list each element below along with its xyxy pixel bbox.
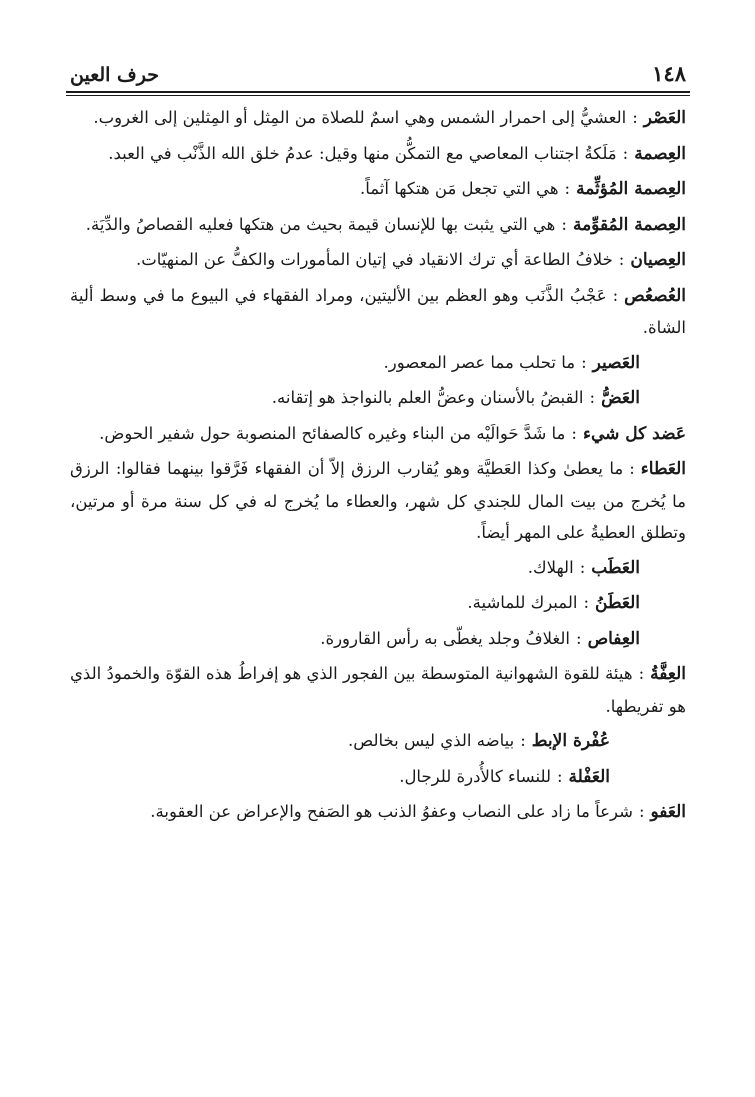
entry-term: العَطَب (591, 557, 640, 578)
entry-term: عَضد كل شيء (582, 423, 686, 444)
entry-term: العَضُّ (601, 388, 640, 408)
entry-term: العَصير (592, 352, 640, 373)
dictionary-entry: العِفاص:الغلافُ وجلد يغطّى به رأس القارورة. (320, 628, 640, 649)
dictionary-entry: العَفْلة:للنساء كالأُدرة للرجال. (399, 766, 610, 787)
dictionary-entries (66, 102, 690, 829)
entry-definition: ما تحلب مما عصر المعصور. (383, 352, 576, 372)
dictionary-entry: العَصير:ما تحلب مما عصر المعصور. (383, 352, 640, 373)
entry-term: العِصمة (634, 143, 686, 164)
entry-definition: هي التي تجعل مَن هتكها آثماً. (359, 179, 559, 198)
document-page (66, 56, 690, 832)
entry-definition: للنساء كالأُدرة للرجال. (399, 766, 551, 786)
dictionary-entry: عَضد كل شيء:ما شَدَّ حَوالَيْه من البناء وغيره كالصفائح المنصوبة حول شفير الحوض. (99, 423, 686, 444)
entry-term: العِصيان (630, 250, 686, 270)
header-rule-thick (66, 91, 690, 93)
entry-definition: العشيُّ إلى احمرار الشمس وهي اسمٌ للصلاة من المِثل أو المِثلين إلى الغروب. (93, 108, 627, 127)
entry-definition: الهلاك. (527, 557, 574, 577)
entry-definition: هي التي يثبت بها للإنسان قيمة بحيث من هتكها فعليه القصاصُ والدِّيَة. (85, 214, 556, 234)
entry-definition: مَلَكةُ اجتناب المعاصي مع التمكُّن منها وقيل: عدمُ خلق الله الذَّنْب في العبد. (108, 143, 617, 163)
entry-term: العَصْر (643, 108, 686, 128)
entry-term: العَطَنُ (595, 593, 640, 613)
dictionary-entry: العِصيان:خلافُ الطاعة أي ترك الانقياد في إتيان المأمورات والكفُّ عن المنهيّات. (135, 250, 686, 270)
entry-definition: بياضه الذي ليس بخالص. (348, 731, 515, 750)
running-title: حرف العين (70, 64, 159, 86)
dictionary-entry: العِفَّةُ:هيئة للقوة الشهوانية المتوسطة بين الفجور الذي هو إفراطُ هذه القوّة والخمودُ الذي هو تفريطها. (70, 664, 686, 716)
entry-term: العَفو (650, 802, 686, 822)
page-number: ١٤٨ (652, 61, 686, 86)
entry-term: العِفاص (587, 628, 640, 649)
dictionary-entry: العَضُّ:القبضُ بالأسنان وعضُّ العلم بالنواجذ هو إتقانه. (271, 388, 640, 408)
entry-definition: الغلافُ وجلد يغطّى به رأس القارورة. (320, 628, 570, 648)
dictionary-entry: العِصمة المُقوِّمة:هي التي يثبت بها للإنسان قيمة بحيث من هتكها فعليه القصاصُ والدِّيَة. (85, 214, 686, 235)
entry-term: العِصمة المُقوِّمة (572, 214, 686, 235)
dictionary-entry: العَصْر:العشيُّ إلى احمرار الشمس وهي اسمٌ للصلاة من المِثل أو المِثلين إلى الغروب. (93, 108, 686, 128)
entry-term: العَطاء (640, 459, 686, 479)
entry-term: العَفْلة (568, 766, 610, 787)
entry-definition: المبرك للماشية. (467, 593, 578, 612)
entry-definition: عَجْبُ الذَّنَب وهو العظم بين الأليتين، ومراد الفقهاء في البيوع ما في وسط ألية الشاة. (70, 285, 686, 337)
dictionary-entry: العَفو:شرعاً ما زاد على النصاب وعفوُ الذنب هو الصَفح والإعراض عن العقوبة. (150, 802, 686, 822)
entry-term: العِفَّةُ (650, 664, 686, 684)
dictionary-entry: العُصعُص:عَجْبُ الذَّنَب وهو العظم بين الأليتين، ومراد الفقهاء في البيوع ما في وسط ألية الشاة. (70, 285, 686, 337)
entry-term: عُفْرة الإبط (531, 731, 610, 751)
entry-definition: ما يعطىٰ وكذا العَطيَّة وهو يُقارب الرزق إلاّ أن الفقهاء فَرَّقوا بينهما فقالوا: الرزق ما يُخرج من بيت المال للجندي كل شهر، والعطاء ما يُخرج له في كل سنة مرة أو مرتين، وتطلق العطيةُ على المهر أيضاً. (70, 459, 686, 542)
entry-definition: ما شَدَّ حَوالَيْه من البناء وغيره كالصفائح المنصوبة حول شفير الحوض. (99, 423, 566, 443)
dictionary-entry: عُفْرة الإبط:بياضه الذي ليس بخالص. (348, 731, 610, 751)
dictionary-entry: العِصمة:مَلَكةُ اجتناب المعاصي مع التمكُّن منها وقيل: عدمُ خلق الله الذَّنْب في العبد. (108, 143, 686, 164)
dictionary-entry: العَطاء:ما يعطىٰ وكذا العَطيَّة وهو يُقارب الرزق إلاّ أن الفقهاء فَرَّقوا بينهما فقالوا: الرزق ما يُخرج من بيت المال للجندي كل شهر، والعطاء ما يُخرج له في كل سنة مرة أو مرتين، وتطلق العطيةُ على المهر أيضاً. (70, 459, 686, 542)
dictionary-entry: العَطَب:الهلاك. (527, 557, 640, 578)
dictionary-entry: العَطَنُ:المبرك للماشية. (467, 593, 640, 613)
entry-definition: هيئة للقوة الشهوانية المتوسطة بين الفجور الذي هو إفراطُ هذه القوّة والخمودُ الذي هو تفريطها. (70, 664, 686, 716)
page-header (66, 56, 690, 86)
dictionary-entry: العِصمة المُؤثِّمة:هي التي تجعل مَن هتكها آثماً. (359, 179, 686, 199)
entry-term: العِصمة المُؤثِّمة (576, 179, 686, 199)
entry-term: العُصعُص (624, 285, 686, 306)
header-rule-thin (66, 95, 690, 96)
entry-definition: خلافُ الطاعة أي ترك الانقياد في إتيان المأمورات والكفُّ عن المنهيّات. (135, 250, 613, 269)
entry-definition: شرعاً ما زاد على النصاب وعفوُ الذنب هو الصَفح والإعراض عن العقوبة. (150, 802, 633, 821)
entry-definition: القبضُ بالأسنان وعضُّ العلم بالنواجذ هو إتقانه. (271, 388, 584, 407)
